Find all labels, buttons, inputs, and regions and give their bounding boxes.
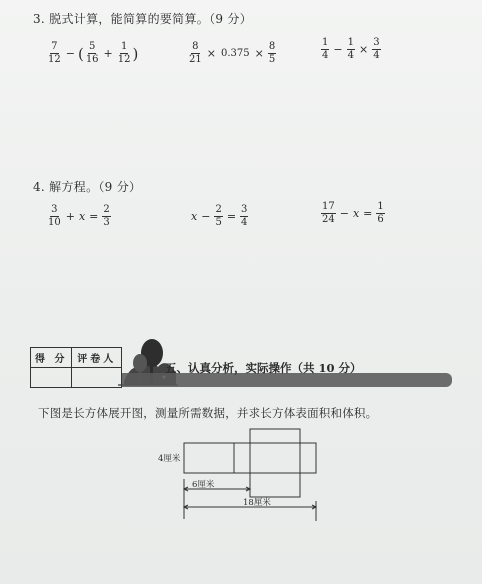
minus-sign: − (201, 210, 211, 223)
q3-expression-1 (46, 42, 138, 65)
fraction: $\frac{1}{6}$ (377, 201, 384, 225)
q3-title: 3. 脱式计算，能简算的要简算。（9 分） (33, 12, 253, 26)
fraction: $\frac{17}{24}$ (322, 201, 335, 225)
grader-header: 评卷人 (72, 348, 122, 368)
equals-sign: = (89, 210, 99, 223)
section5-title: 五、认真分析，实际操作（共 10 分） (165, 361, 362, 375)
left-paren: ( (77, 44, 84, 63)
section5-instruction: 下图是长方体展开图，测量所需数据，并求长方体表面积和体积。 (38, 406, 378, 420)
fraction: $\frac{1}{4}$ (322, 37, 329, 61)
height-label: 4厘米 (158, 454, 181, 464)
fraction: $\frac{5}{16}$ (85, 41, 99, 65)
fraction: $\frac{1}{12}$ (117, 41, 131, 65)
q4-equation-2 (190, 205, 249, 228)
q4-equation-1 (46, 205, 112, 228)
fraction: $\frac{1}{4}$ (347, 37, 354, 61)
minus-sign: − (339, 207, 349, 220)
cuboid-net-diagram (150, 425, 335, 525)
grader-cell[interactable] (72, 368, 122, 388)
width-label: 6厘米 (192, 480, 215, 490)
right-paren: ) (132, 44, 139, 63)
q3-expression-2 (187, 42, 277, 65)
score-table (30, 347, 122, 388)
minus-sign: − (333, 43, 343, 56)
variable-x: x (352, 207, 360, 220)
fraction: $\frac{3}{4}$ (241, 204, 248, 228)
minus-sign: − (65, 47, 75, 60)
q4-title: 4. 解方程。（9 分） (33, 180, 142, 194)
variable-x: x (191, 210, 198, 223)
fraction: $\frac{2}{5}$ (215, 204, 222, 228)
plus-sign: + (65, 210, 75, 223)
times-sign: × (358, 43, 369, 56)
fraction: $\frac{8}{21}$ (189, 41, 202, 65)
fraction: $\frac{8}{5}$ (268, 41, 276, 65)
times-sign: × (254, 47, 264, 60)
q4-equation-3 (320, 202, 386, 225)
equals-sign: = (363, 207, 373, 220)
score-cell[interactable] (31, 368, 72, 388)
decimal-value: 0.375 (220, 48, 250, 59)
variable-x: x (78, 210, 86, 223)
fraction: $\frac{2}{3}$ (103, 204, 110, 228)
q3-expression-3 (320, 38, 382, 61)
fraction: $\frac{7}{12}$ (48, 41, 61, 65)
score-header: 得 分 (31, 348, 72, 368)
length-label: 18厘米 (243, 498, 271, 508)
fraction: $\frac{3}{10}$ (48, 204, 61, 228)
plus-sign: + (103, 47, 113, 60)
times-sign: × (206, 47, 216, 60)
fraction: $\frac{3}{4}$ (373, 37, 380, 61)
equals-sign: = (226, 210, 237, 223)
